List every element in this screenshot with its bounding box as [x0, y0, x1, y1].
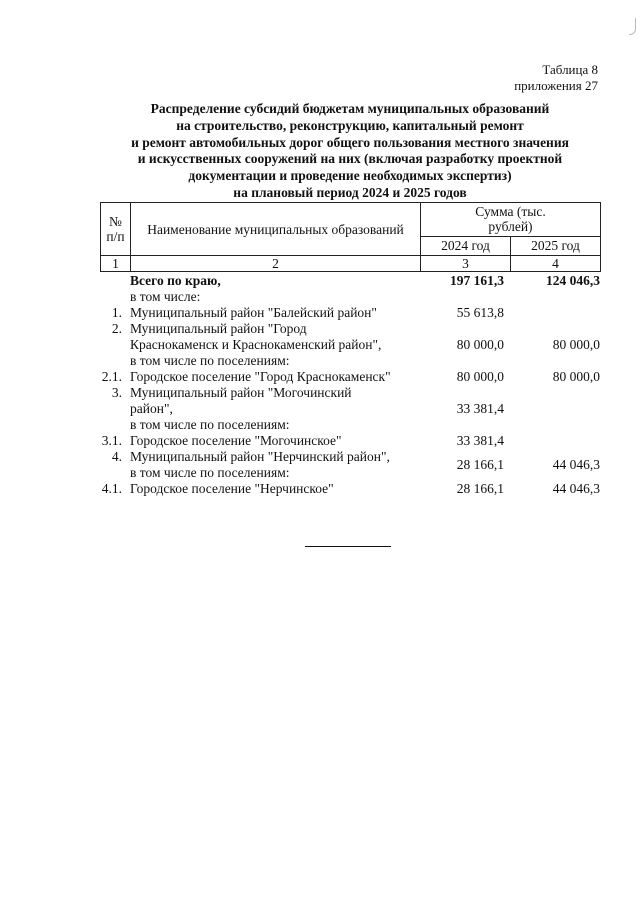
column-index: 4	[511, 256, 601, 272]
row-name-line: Городское поселение "Могочинское"	[130, 433, 342, 448]
row-name-line: Муниципальный район "Балейский район"	[130, 305, 377, 320]
title-line: на строительство, реконструкцию, капитальный ремонт	[176, 117, 524, 133]
caption-table-number: Таблица 8	[542, 62, 598, 77]
table-caption	[514, 62, 598, 94]
title-line: и искусственных сооружений на них (включая разработку проектной	[137, 151, 563, 167]
table-row	[100, 369, 600, 385]
table-row	[100, 385, 600, 433]
row-name-line: в том числе:	[130, 289, 201, 304]
value-2024: 33 381,4	[456, 401, 504, 416]
value-2025: 80 000,0	[552, 369, 600, 384]
row-number: 4.1.	[101, 481, 122, 496]
row-name-line: Городское поселение "Город Краснокаменск"	[130, 369, 391, 384]
table-row	[100, 481, 600, 497]
row-name	[130, 449, 408, 481]
title-line: и ремонт автомобильных дорог общего пользования местного значения	[131, 134, 569, 150]
title-line: документации и проведение необходимых экспертиз)	[188, 168, 512, 184]
row-name-line: в том числе по поселениям:	[130, 465, 290, 480]
column-index: 3	[421, 256, 511, 272]
page-edge-mark	[629, 18, 636, 35]
header-name: Наименование муниципальных образований	[131, 203, 421, 256]
row-name	[130, 289, 408, 305]
document-title	[100, 101, 600, 202]
row-name	[130, 385, 408, 433]
value-2024: 28 166,1	[456, 457, 504, 472]
title-line: Распределение субсидий бюджетам муниципальных образований	[150, 101, 550, 116]
row-number: 2.1.	[101, 369, 122, 384]
row-name	[130, 369, 408, 385]
row-number: 1.	[111, 305, 122, 320]
header-year-2025: 2025 год	[511, 236, 601, 255]
table-row	[100, 449, 600, 481]
row-name-line: Муниципальный район "Город	[130, 321, 307, 336]
value-2025: 44 046,3	[552, 457, 600, 472]
table-header	[100, 202, 601, 272]
closing-rule	[305, 546, 391, 547]
row-name-line: Всего по краю,	[130, 273, 221, 288]
table-row	[100, 305, 600, 321]
row-name-line: Краснокаменск и Краснокаменский район",	[130, 337, 382, 352]
value-2024: 33 381,4	[456, 433, 504, 448]
row-number: 4.	[111, 449, 122, 464]
row-name-line: Муниципальный район "Могочинский	[130, 385, 352, 400]
row-name-line: Муниципальный район "Нерчинский район",	[130, 449, 390, 464]
row-name	[130, 433, 408, 449]
value-2024: 28 166,1	[456, 481, 504, 496]
row-name	[130, 305, 408, 321]
row-number	[100, 273, 130, 289]
row-name	[130, 273, 408, 289]
row-number	[100, 289, 130, 305]
row-name-line: Городское поселение "Нерчинское"	[130, 481, 334, 496]
row-name	[130, 481, 408, 497]
caption-appendix: приложения 27	[514, 78, 598, 93]
row-number: 3.1.	[101, 433, 122, 448]
header-year-2024: 2024 год	[421, 236, 511, 255]
row-number: 2.	[111, 321, 122, 336]
table-row	[100, 273, 600, 289]
value-2024: 80 000,0	[456, 369, 504, 384]
value-2024: 80 000,0	[456, 337, 504, 352]
table-row	[100, 433, 600, 449]
value-2024: 55 613,8	[456, 305, 504, 320]
value-2025: 80 000,0	[552, 337, 600, 352]
row-number: 3.	[111, 385, 122, 400]
table-body	[100, 273, 600, 497]
header-number: № п/п	[101, 203, 131, 256]
row-name	[130, 321, 408, 369]
value-2024: 197 161,3	[450, 273, 504, 288]
column-index: 2	[131, 256, 421, 272]
column-index: 1	[101, 256, 131, 272]
header-sum: Сумма (тыс. рублей)	[421, 203, 601, 237]
row-name-line: в том числе по поселениям:	[130, 353, 290, 368]
value-2025: 44 046,3	[552, 481, 600, 496]
table-row	[100, 289, 600, 305]
table-row	[100, 321, 600, 369]
row-name-line: район",	[130, 401, 173, 416]
title-line: на плановый период 2024 и 2025 годов	[233, 184, 467, 200]
row-name-line: в том числе по поселениям:	[130, 417, 290, 432]
value-2025: 124 046,3	[546, 273, 600, 288]
